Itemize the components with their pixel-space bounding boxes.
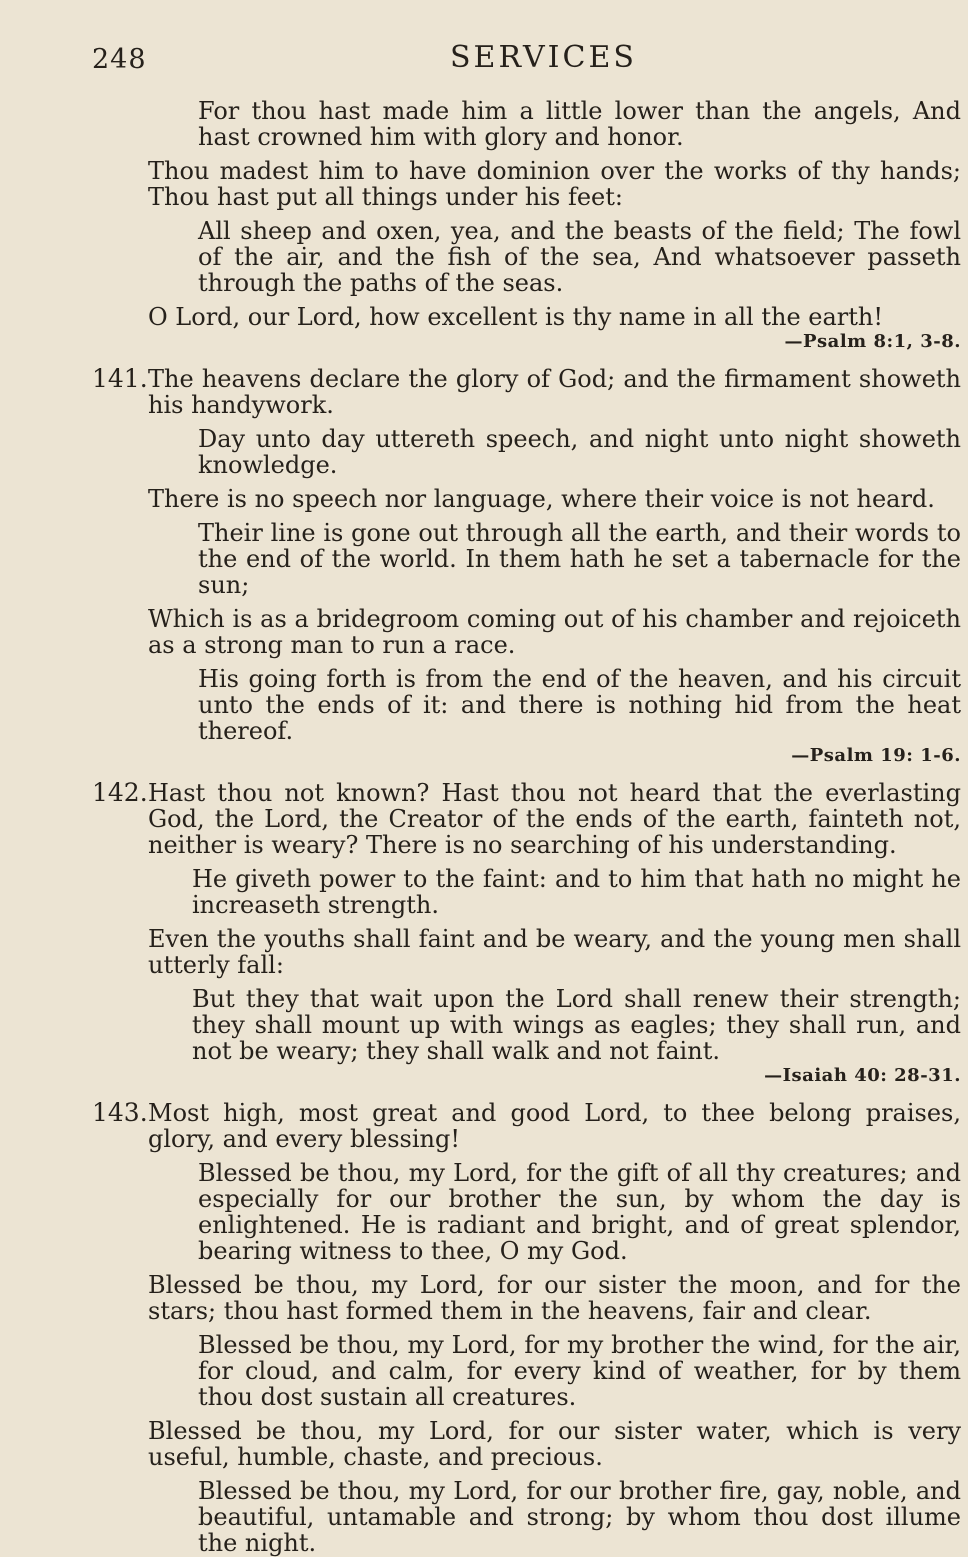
verse-paragraph: Blessed be thou, my Lord, for my brother the wind, for the air, for cloud, and calm, for every kind of weather, for by them thou dost sustain all creatures. — [198, 1331, 961, 1411]
scripture-citation: —Psalm 19: 1-6. — [791, 745, 961, 766]
scripture-citation: —Isaiah 40: 28-31. — [764, 1065, 961, 1086]
verse-paragraph: Thou madest him to have dominion over the works of thy hands; Thou hast put all things under his feet: — [148, 157, 961, 211]
verse-paragraph: O Lord, our Lord, how excellent is thy name in all the earth! — [148, 303, 883, 331]
verse-paragraph: Even the youths shall faint and be weary, and the young men shall utterly fall: — [148, 925, 961, 979]
verse-paragraph: Which is as a bridegroom coming out of his chamber and rejoiceth as a strong man to run a race. — [148, 605, 961, 659]
verse-paragraph: Blessed be thou, my Lord, for our sister the moon, and for the stars; thou hast formed them in the heavens, fair and clear. — [148, 1271, 961, 1325]
verse-paragraph: Most high, most great and good Lord, to thee belong praises, glory, and every blessing! — [148, 1099, 961, 1153]
reading-143 — [0, 1100, 968, 1556]
verse-paragraph: All sheep and oxen, yea, and the beasts of the field; The fowl of the air, and the fish of the sea, And whatsoever passeth through the paths of the seas. — [198, 217, 961, 297]
verse-paragraph: The heavens declare the glory of God; and the firmament showeth his handywork. — [148, 365, 961, 419]
running-title: SERVICES — [450, 40, 637, 75]
reading-number: 143. — [92, 1098, 148, 1127]
reading-141 — [0, 366, 968, 766]
verse-paragraph: Day unto day uttereth speech, and night unto night showeth knowledge. — [198, 425, 961, 479]
reading-number: 142. — [92, 778, 148, 807]
verse-paragraph: Blessed be thou, my Lord, for the gift of all thy creatures; and especially for our brother the sun, by whom the day is enlightened. He is radiant and bright, and of great splendor, bearing witness to thee, O my God. — [198, 1159, 961, 1265]
verse-paragraph: For thou hast made him a little lower than the angels, And hast crowned him with glory and honor. — [198, 97, 961, 151]
reading-142 — [0, 780, 968, 1086]
verse-paragraph: There is no speech nor language, where their voice is not heard. — [148, 485, 935, 513]
verse-paragraph: Blessed be thou, my Lord, for our brother fire, gay, noble, and beautiful, untamable and strong; by whom thou dost illume the night. — [198, 1477, 961, 1557]
page-header — [0, 38, 968, 78]
page-body — [0, 98, 968, 1556]
scripture-citation: —Psalm 8:1, 3-8. — [784, 331, 961, 352]
verse-paragraph: Their line is gone out through all the earth, and their words to the end of the world. In them hath he set a tabernacle for the sun; — [198, 519, 961, 599]
psalm-8-section — [0, 98, 968, 352]
page-number: 248 — [92, 44, 147, 75]
verse-paragraph: But they that wait upon the Lord shall renew their strength; they shall mount up with wings as eagles; they shall run, and not be weary; they shall walk and not faint. — [192, 985, 961, 1065]
verse-paragraph: He giveth power to the faint: and to him that hath no might he increaseth strength. — [192, 865, 961, 919]
verse-paragraph: Blessed be thou, my Lord, for our sister water, which is very useful, humble, chaste, and precious. — [148, 1417, 961, 1471]
verse-paragraph: Hast thou not known? Hast thou not heard that the everlasting God, the Lord, the Creator of the ends of the earth, fainteth not, neither is weary? There is no searching of his understanding. — [148, 779, 961, 859]
reading-number: 141. — [92, 364, 148, 393]
verse-paragraph: His going forth is from the end of the heaven, and his circuit unto the ends of it: and there is nothing hid from the heat thereof. — [198, 665, 961, 745]
